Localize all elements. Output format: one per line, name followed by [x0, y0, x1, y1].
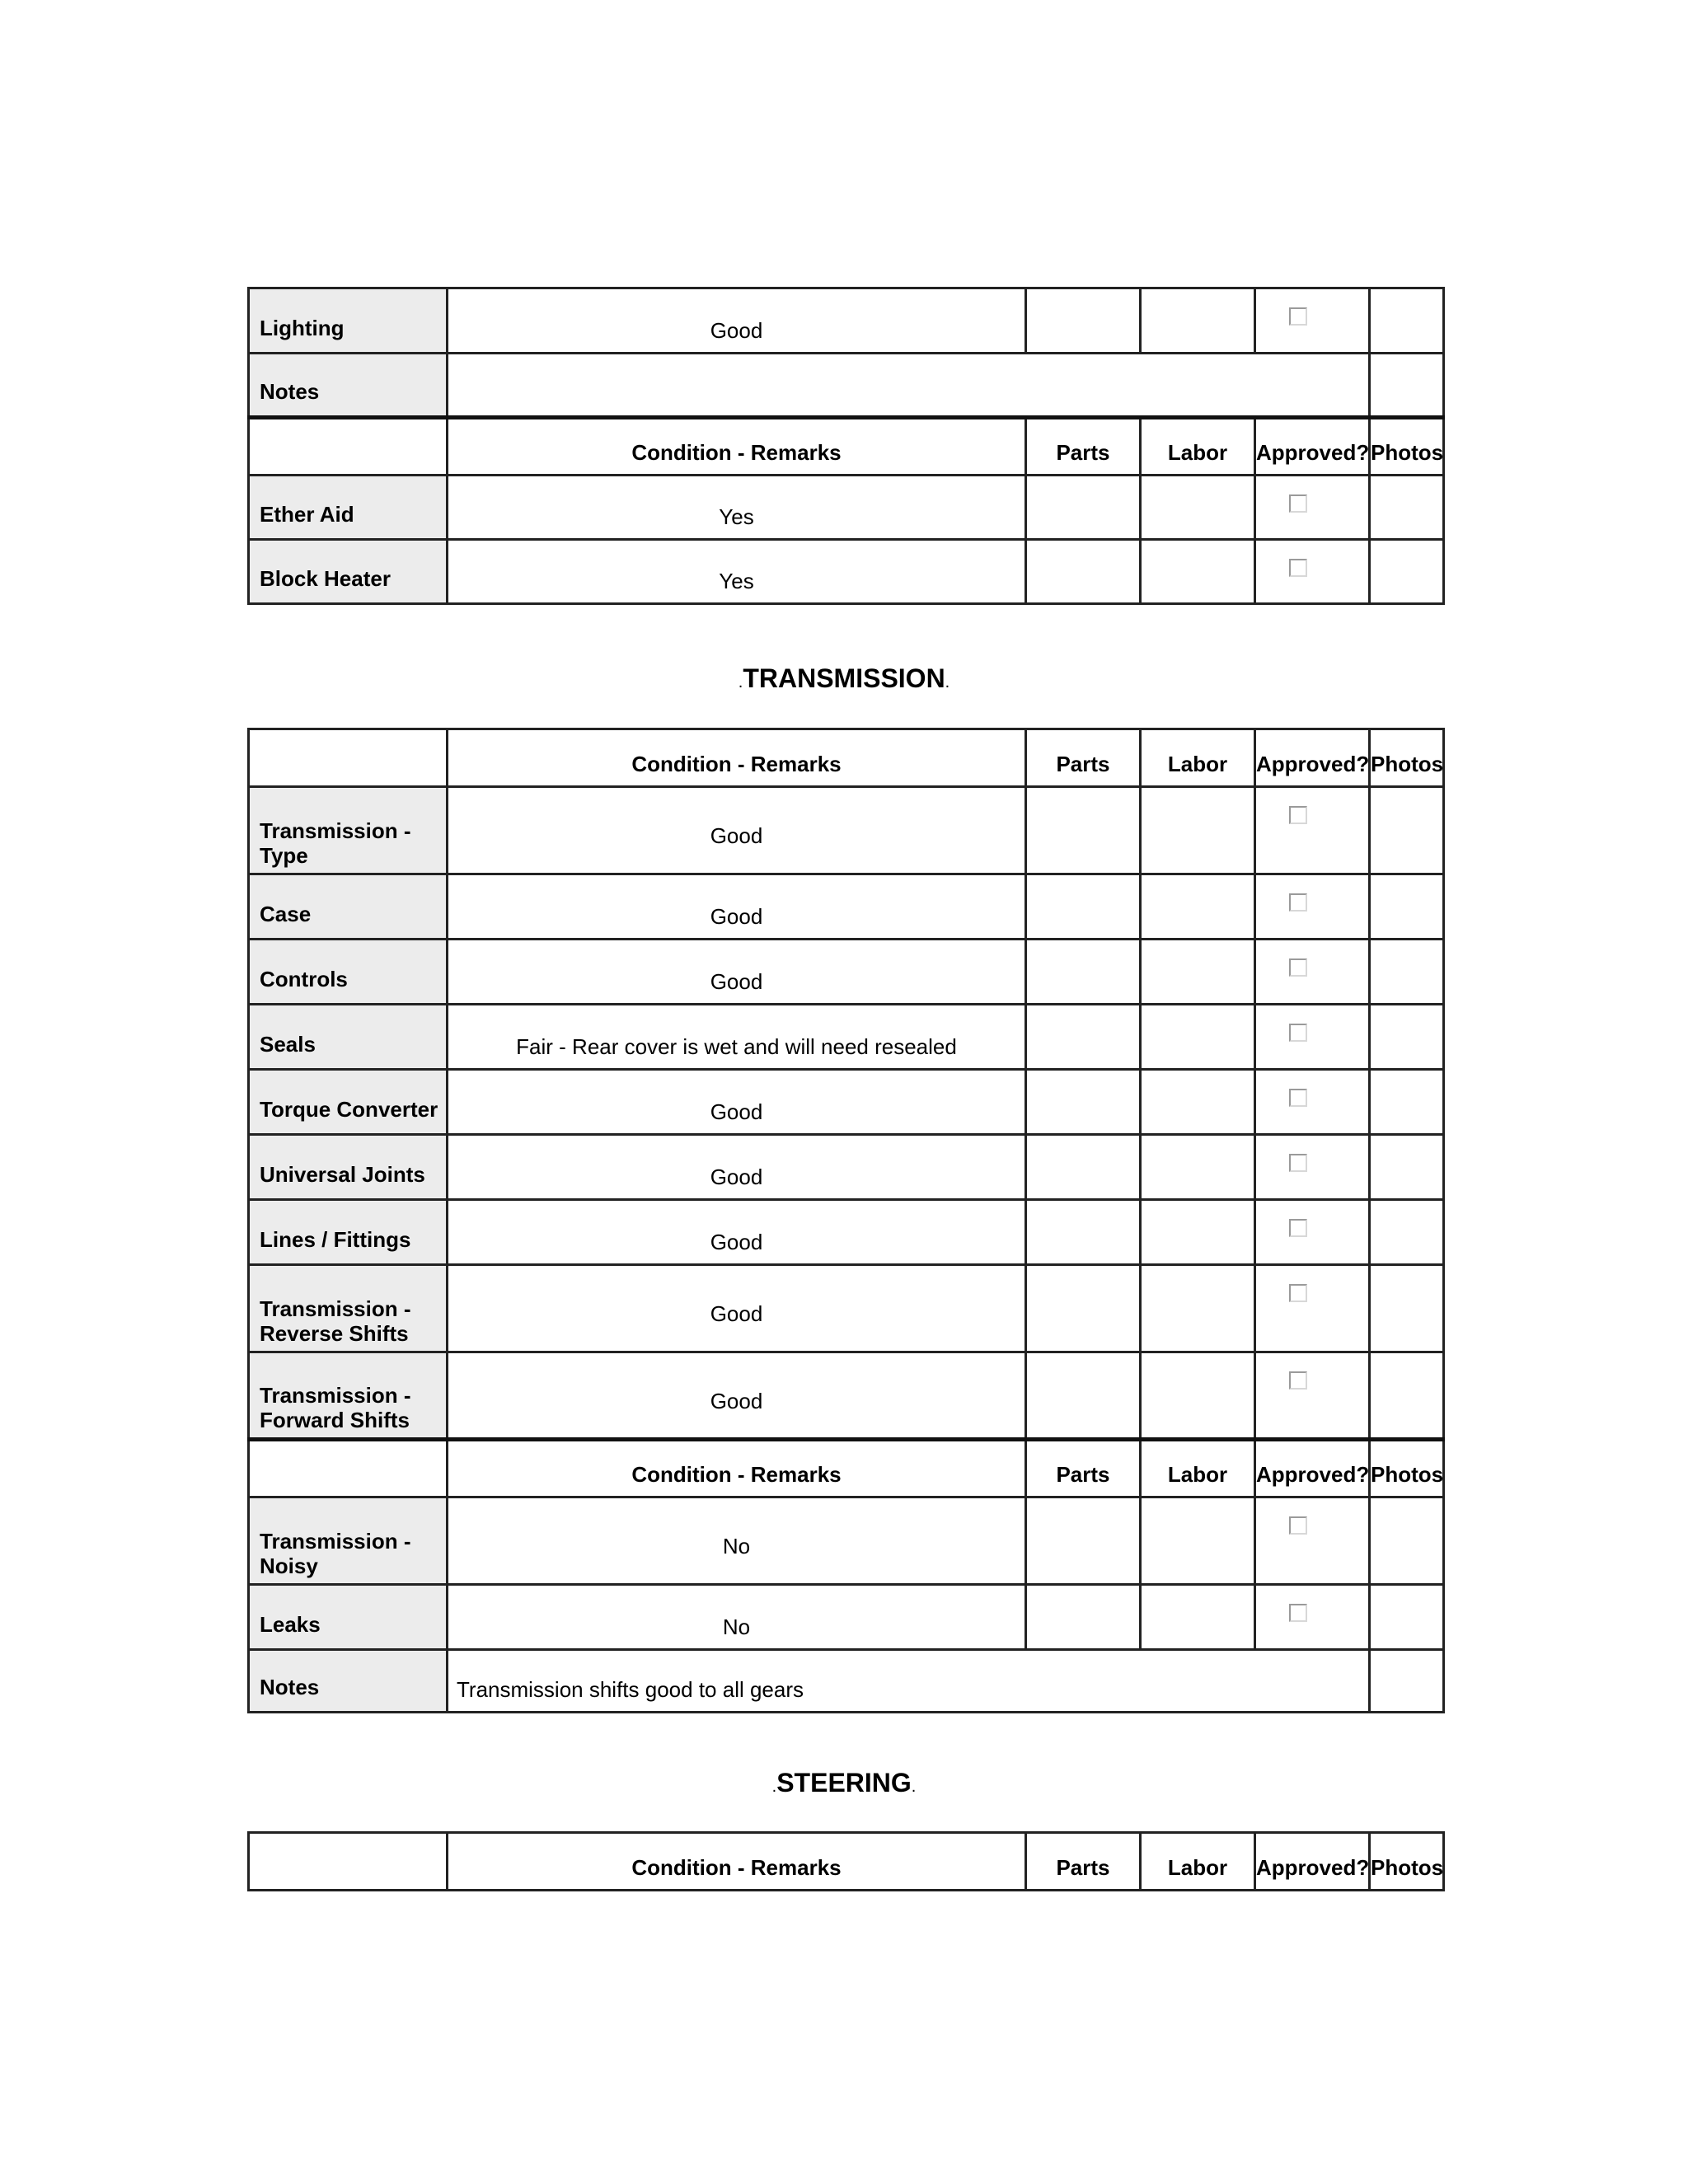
row-label: Controls: [249, 940, 448, 1005]
header-parts: Parts: [1026, 418, 1141, 476]
condition-cell: No: [448, 1497, 1026, 1585]
parts-cell[interactable]: [1026, 940, 1141, 1005]
transmission-rows: [249, 787, 1444, 1440]
table-row: [249, 1497, 1444, 1585]
header-condition: Condition - Remarks: [448, 729, 1026, 787]
header-blank: [249, 1833, 448, 1891]
row-label: Transmission - Type: [249, 787, 448, 874]
row-label: Lighting: [249, 288, 448, 354]
labor-cell[interactable]: [1141, 1070, 1255, 1135]
approved-checkbox[interactable]: [1289, 1604, 1307, 1622]
condition-cell: Fair - Rear cover is wet and will need resealed: [448, 1005, 1026, 1070]
row-label: Seals: [249, 1005, 448, 1070]
table-row: [249, 476, 1444, 540]
approved-checkbox[interactable]: [1289, 806, 1307, 824]
notes-value[interactable]: Transmission shifts good to all gears: [448, 1650, 1370, 1713]
row-label: Transmission - Reverse Shifts: [249, 1265, 448, 1352]
section-title-text: TRANSMISSION: [743, 663, 945, 693]
header-blank: [249, 418, 448, 476]
section-title-steering: .STEERING.: [771, 1768, 917, 1797]
photos-cell[interactable]: [1370, 940, 1444, 1005]
parts-cell[interactable]: [1026, 1585, 1141, 1650]
approved-checkbox[interactable]: [1289, 1219, 1307, 1237]
labor-cell[interactable]: [1141, 1585, 1255, 1650]
condition-cell: Good: [448, 940, 1026, 1005]
labor-cell[interactable]: [1141, 1005, 1255, 1070]
notes-row: [249, 354, 1444, 418]
photos-cell[interactable]: [1370, 874, 1444, 940]
row-label: Lines / Fittings: [249, 1200, 448, 1265]
condition-cell: Good: [448, 787, 1026, 874]
header-photos: Photos: [1370, 1440, 1444, 1497]
row-label: Transmission - Forward Shifts: [249, 1352, 448, 1440]
header-photos: Photos: [1370, 729, 1444, 787]
photos-cell[interactable]: [1370, 1135, 1444, 1200]
condition-cell: No: [448, 1585, 1026, 1650]
transmission-table: [247, 728, 1445, 1713]
parts-cell[interactable]: [1026, 540, 1141, 604]
condition-cell: Good: [448, 874, 1026, 940]
section-title-transmission: .TRANSMISSION.: [738, 663, 950, 693]
labor-cell[interactable]: [1141, 1352, 1255, 1440]
header-condition: Condition - Remarks: [448, 1440, 1026, 1497]
header-condition: Condition - Remarks: [448, 1833, 1026, 1891]
parts-cell[interactable]: [1026, 874, 1141, 940]
row-label: Case: [249, 874, 448, 940]
photos-cell[interactable]: [1370, 540, 1444, 604]
approved-cell: [1255, 288, 1370, 354]
photos-cell[interactable]: [1370, 1650, 1444, 1713]
notes-value[interactable]: [448, 354, 1370, 418]
labor-cell[interactable]: [1141, 1135, 1255, 1200]
row-label: Torque Converter: [249, 1070, 448, 1135]
labor-cell[interactable]: [1141, 940, 1255, 1005]
photos-cell[interactable]: [1370, 1497, 1444, 1585]
labor-cell[interactable]: [1141, 476, 1255, 540]
approved-cell: [1255, 1265, 1370, 1352]
row-label: Transmission - Noisy: [249, 1497, 448, 1585]
approved-cell: [1255, 1497, 1370, 1585]
labor-cell[interactable]: [1141, 1265, 1255, 1352]
approved-cell: [1255, 540, 1370, 604]
photos-cell[interactable]: [1370, 354, 1444, 418]
approved-checkbox[interactable]: [1289, 1284, 1307, 1302]
approved-cell: [1255, 1005, 1370, 1070]
row-label: Leaks: [249, 1585, 448, 1650]
header-row: [249, 729, 1444, 787]
table-row: [249, 1135, 1444, 1200]
approved-checkbox[interactable]: [1289, 1371, 1307, 1390]
labor-cell[interactable]: [1141, 1497, 1255, 1585]
parts-cell[interactable]: [1026, 1200, 1141, 1265]
parts-cell[interactable]: [1026, 1070, 1141, 1135]
photos-cell[interactable]: [1370, 1200, 1444, 1265]
photos-cell[interactable]: [1370, 1265, 1444, 1352]
photos-cell[interactable]: [1370, 476, 1444, 540]
labor-cell[interactable]: [1141, 787, 1255, 874]
condition-cell: Yes: [448, 476, 1026, 540]
photos-cell[interactable]: [1370, 1070, 1444, 1135]
labor-cell[interactable]: [1141, 874, 1255, 940]
engine-accessories-table: [247, 287, 1445, 605]
parts-cell[interactable]: [1026, 1005, 1141, 1070]
condition-cell: Good: [448, 1200, 1026, 1265]
header-approved: Approved?: [1255, 729, 1370, 787]
photos-cell[interactable]: [1370, 288, 1444, 354]
approved-checkbox[interactable]: [1289, 494, 1307, 513]
condition-cell: Good: [448, 1070, 1026, 1135]
header-labor: Labor: [1141, 729, 1255, 787]
approved-cell: [1255, 1200, 1370, 1265]
photos-cell[interactable]: [1370, 1585, 1444, 1650]
header-parts: Parts: [1026, 729, 1141, 787]
approved-cell: [1255, 1135, 1370, 1200]
parts-cell[interactable]: [1026, 476, 1141, 540]
condition-cell: Good: [448, 288, 1026, 354]
header-parts: Parts: [1026, 1440, 1141, 1497]
header-blank: [249, 1440, 448, 1497]
labor-cell[interactable]: [1141, 1200, 1255, 1265]
parts-cell[interactable]: [1026, 1497, 1141, 1585]
table-row: [249, 1352, 1444, 1440]
table-row: [249, 288, 1444, 354]
transmission-rows-2: [249, 1497, 1444, 1650]
header-photos: Photos: [1370, 418, 1444, 476]
notes-label: Notes: [249, 1650, 448, 1713]
condition-cell: Good: [448, 1135, 1026, 1200]
header-photos: Photos: [1370, 1833, 1444, 1891]
condition-cell: Yes: [448, 540, 1026, 604]
header-parts: Parts: [1026, 1833, 1141, 1891]
table-row: [249, 1005, 1444, 1070]
header-labor: Labor: [1141, 1833, 1255, 1891]
parts-cell[interactable]: [1026, 1352, 1141, 1440]
photos-cell[interactable]: [1370, 1005, 1444, 1070]
labor-cell[interactable]: [1141, 540, 1255, 604]
parts-cell[interactable]: [1026, 787, 1141, 874]
row-label: Universal Joints: [249, 1135, 448, 1200]
approved-cell: [1255, 1352, 1370, 1440]
header-condition: Condition - Remarks: [448, 418, 1026, 476]
header-row: [249, 1833, 1444, 1891]
table-row: [249, 1265, 1444, 1352]
approved-cell: [1255, 874, 1370, 940]
table-row: [249, 940, 1444, 1005]
steering-table: [247, 1831, 1445, 1891]
notes-row: [249, 1650, 1444, 1713]
approved-checkbox[interactable]: [1289, 958, 1307, 977]
labor-cell[interactable]: [1141, 288, 1255, 354]
approved-checkbox[interactable]: [1289, 1024, 1307, 1042]
approved-cell: [1255, 940, 1370, 1005]
condition-cell: Good: [448, 1352, 1026, 1440]
header-labor: Labor: [1141, 1440, 1255, 1497]
parts-cell[interactable]: [1026, 288, 1141, 354]
row-label: Block Heater: [249, 540, 448, 604]
header-row: [249, 418, 1444, 476]
table-row: [249, 1200, 1444, 1265]
table-row: [249, 1070, 1444, 1135]
header-row: [249, 1440, 1444, 1497]
approved-cell: [1255, 1070, 1370, 1135]
parts-cell[interactable]: [1026, 1265, 1141, 1352]
table-row: [249, 540, 1444, 604]
table-row: [249, 1585, 1444, 1650]
approved-checkbox[interactable]: [1289, 307, 1307, 326]
approved-cell: [1255, 787, 1370, 874]
parts-cell[interactable]: [1026, 1135, 1141, 1200]
approved-checkbox[interactable]: [1289, 893, 1307, 912]
approved-checkbox[interactable]: [1289, 1089, 1307, 1107]
condition-cell: Good: [448, 1265, 1026, 1352]
header-labor: Labor: [1141, 418, 1255, 476]
notes-label: Notes: [249, 354, 448, 418]
table-row: [249, 787, 1444, 874]
section-title-text: STEERING: [776, 1768, 912, 1797]
approved-cell: [1255, 476, 1370, 540]
approved-checkbox[interactable]: [1289, 1154, 1307, 1172]
approved-checkbox[interactable]: [1289, 1516, 1307, 1535]
approved-checkbox[interactable]: [1289, 559, 1307, 577]
header-approved: Approved?: [1255, 418, 1370, 476]
header-approved: Approved?: [1255, 1833, 1370, 1891]
header-blank: [249, 729, 448, 787]
header-approved: Approved?: [1255, 1440, 1370, 1497]
photos-cell[interactable]: [1370, 787, 1444, 874]
row-label: Ether Aid: [249, 476, 448, 540]
photos-cell[interactable]: [1370, 1352, 1444, 1440]
table-row: [249, 874, 1444, 940]
approved-cell: [1255, 1585, 1370, 1650]
